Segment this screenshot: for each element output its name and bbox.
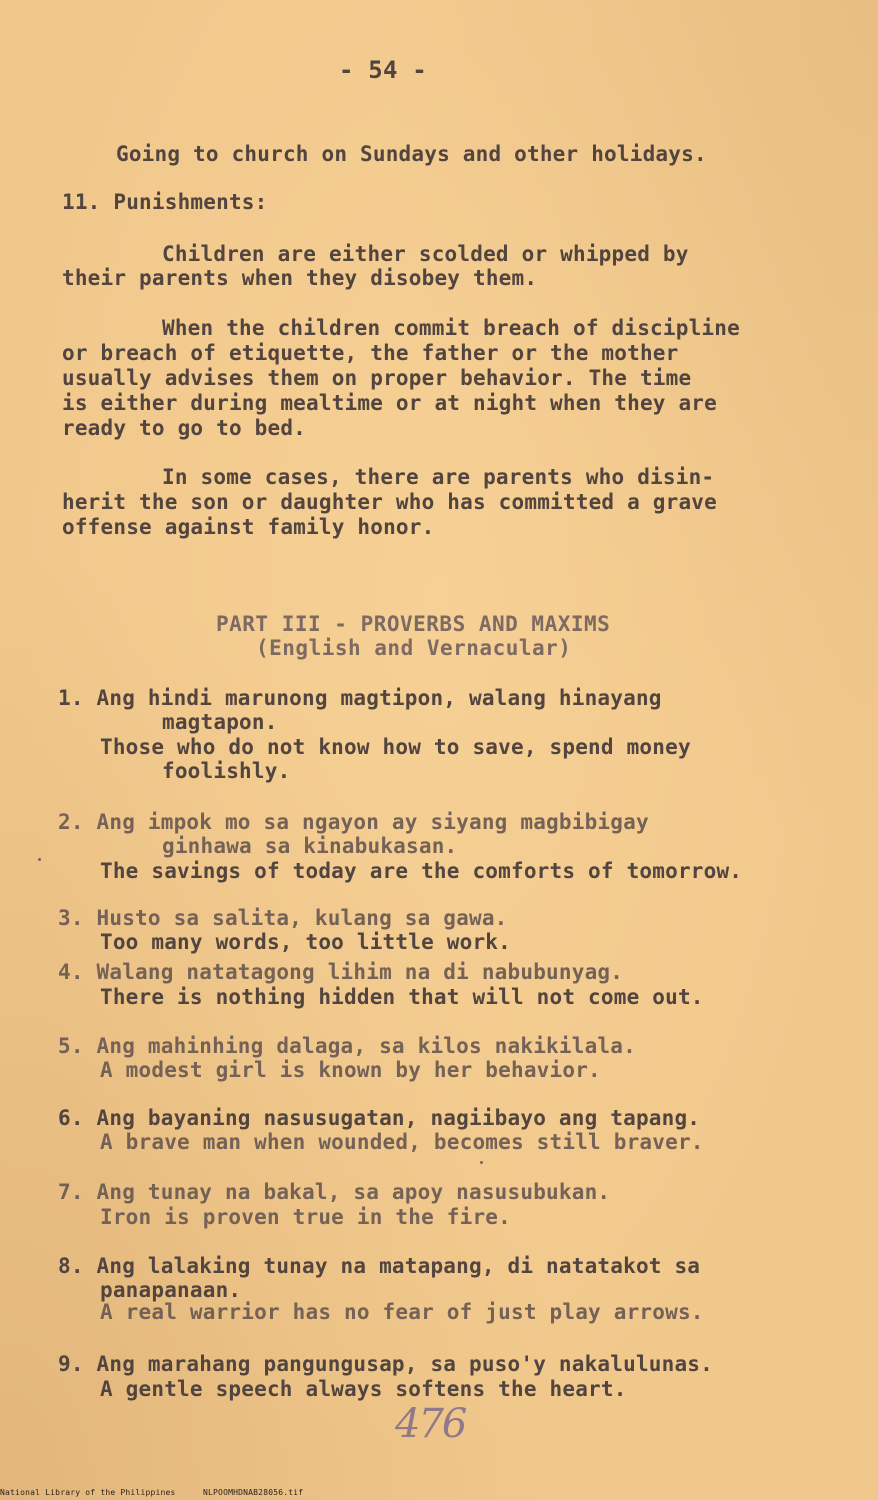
proverb-text: 1. Ang hindi marunong magtipon, walang hinayang	[58, 686, 662, 710]
para2-line4: is either during mealtime or at night when they are	[62, 391, 717, 415]
proverb-translation: A real warrior has no fear of just play arrows.	[100, 1300, 704, 1324]
church-line: Going to church on Sundays and other holidays.	[116, 142, 707, 166]
proverb-text-cont: ginhawa sa kinabukasan.	[162, 834, 458, 858]
proverb-text: 7. Ang tunay na bakal, sa apoy nasusubukan.	[58, 1180, 611, 1204]
proverb-translation: A gentle speech always softens the heart.	[100, 1377, 627, 1401]
proverb-text: 9. Ang marahang pangungusap, sa puso'y nakalulunas.	[58, 1352, 713, 1376]
para2-line5: ready to go to bed.	[62, 416, 307, 440]
footer-filename: NLPOOMHDNAB28056.tif	[203, 1488, 304, 1497]
proverb-translation: A brave man when wounded, becomes still braver.	[100, 1130, 704, 1154]
proverb-translation: A modest girl is known by her behavior.	[100, 1058, 601, 1082]
proverb-text: 4. Walang natatagong lihim na di nabubunyag.	[58, 960, 624, 984]
proverb-translation: There is nothing hidden that will not come out.	[100, 985, 704, 1009]
proverb-translation-cont: foolishly.	[162, 759, 291, 783]
footer-library-credit: National Library of the Philippines	[0, 1488, 176, 1497]
para2-line1: When the children commit breach of discipline	[162, 316, 740, 340]
proverb-text-cont: panapanaan.	[100, 1278, 242, 1302]
para2-line2: or breach of etiquette, the father or the mother	[62, 341, 679, 365]
section-11-title: 11. Punishments:	[62, 190, 268, 214]
proverb-translation: Iron is proven true in the fire.	[100, 1205, 511, 1229]
part-heading: PART III - PROVERBS AND MAXIMS	[216, 612, 611, 636]
handwritten-page-number: 476	[395, 1401, 466, 1447]
proverb-translation: Those who do not know how to save, spend money	[100, 735, 691, 759]
para1-line1: Children are either scolded or whipped by	[162, 242, 689, 266]
proverb-text: 6. Ang bayaning nasusugatan, nagiibayo ang tapang.	[58, 1106, 701, 1130]
proverb-text: 8. Ang lalaking tunay na matapang, di natatakot sa	[58, 1254, 701, 1278]
ink-speck	[38, 858, 41, 861]
para2-line3: usually advises them on proper behavior. The time	[62, 366, 692, 390]
para3-line3: offense against family honor.	[62, 515, 435, 539]
proverb-translation: Too many words, too little work.	[100, 930, 511, 954]
proverb-text-cont: magtapon.	[162, 710, 278, 734]
ink-speck	[480, 1161, 483, 1164]
page-number: - 54 -	[339, 56, 427, 84]
proverb-translation: The savings of today are the comforts of tomorrow.	[100, 859, 743, 883]
proverb-text: 2. Ang impok mo sa ngayon ay siyang magbibigay	[58, 810, 649, 834]
para3-line2: herit the son or daughter who has committed a grave	[62, 490, 717, 514]
para1-line2: their parents when they disobey them.	[62, 266, 538, 290]
proverb-text: 5. Ang mahinhing dalaga, sa kilos nakikilala.	[58, 1034, 636, 1058]
proverb-text: 3. Husto sa salita, kulang sa gawa.	[58, 906, 508, 930]
para3-line1: In some cases, there are parents who disin-	[162, 465, 715, 489]
part-subheading: (English and Vernacular)	[256, 636, 572, 660]
